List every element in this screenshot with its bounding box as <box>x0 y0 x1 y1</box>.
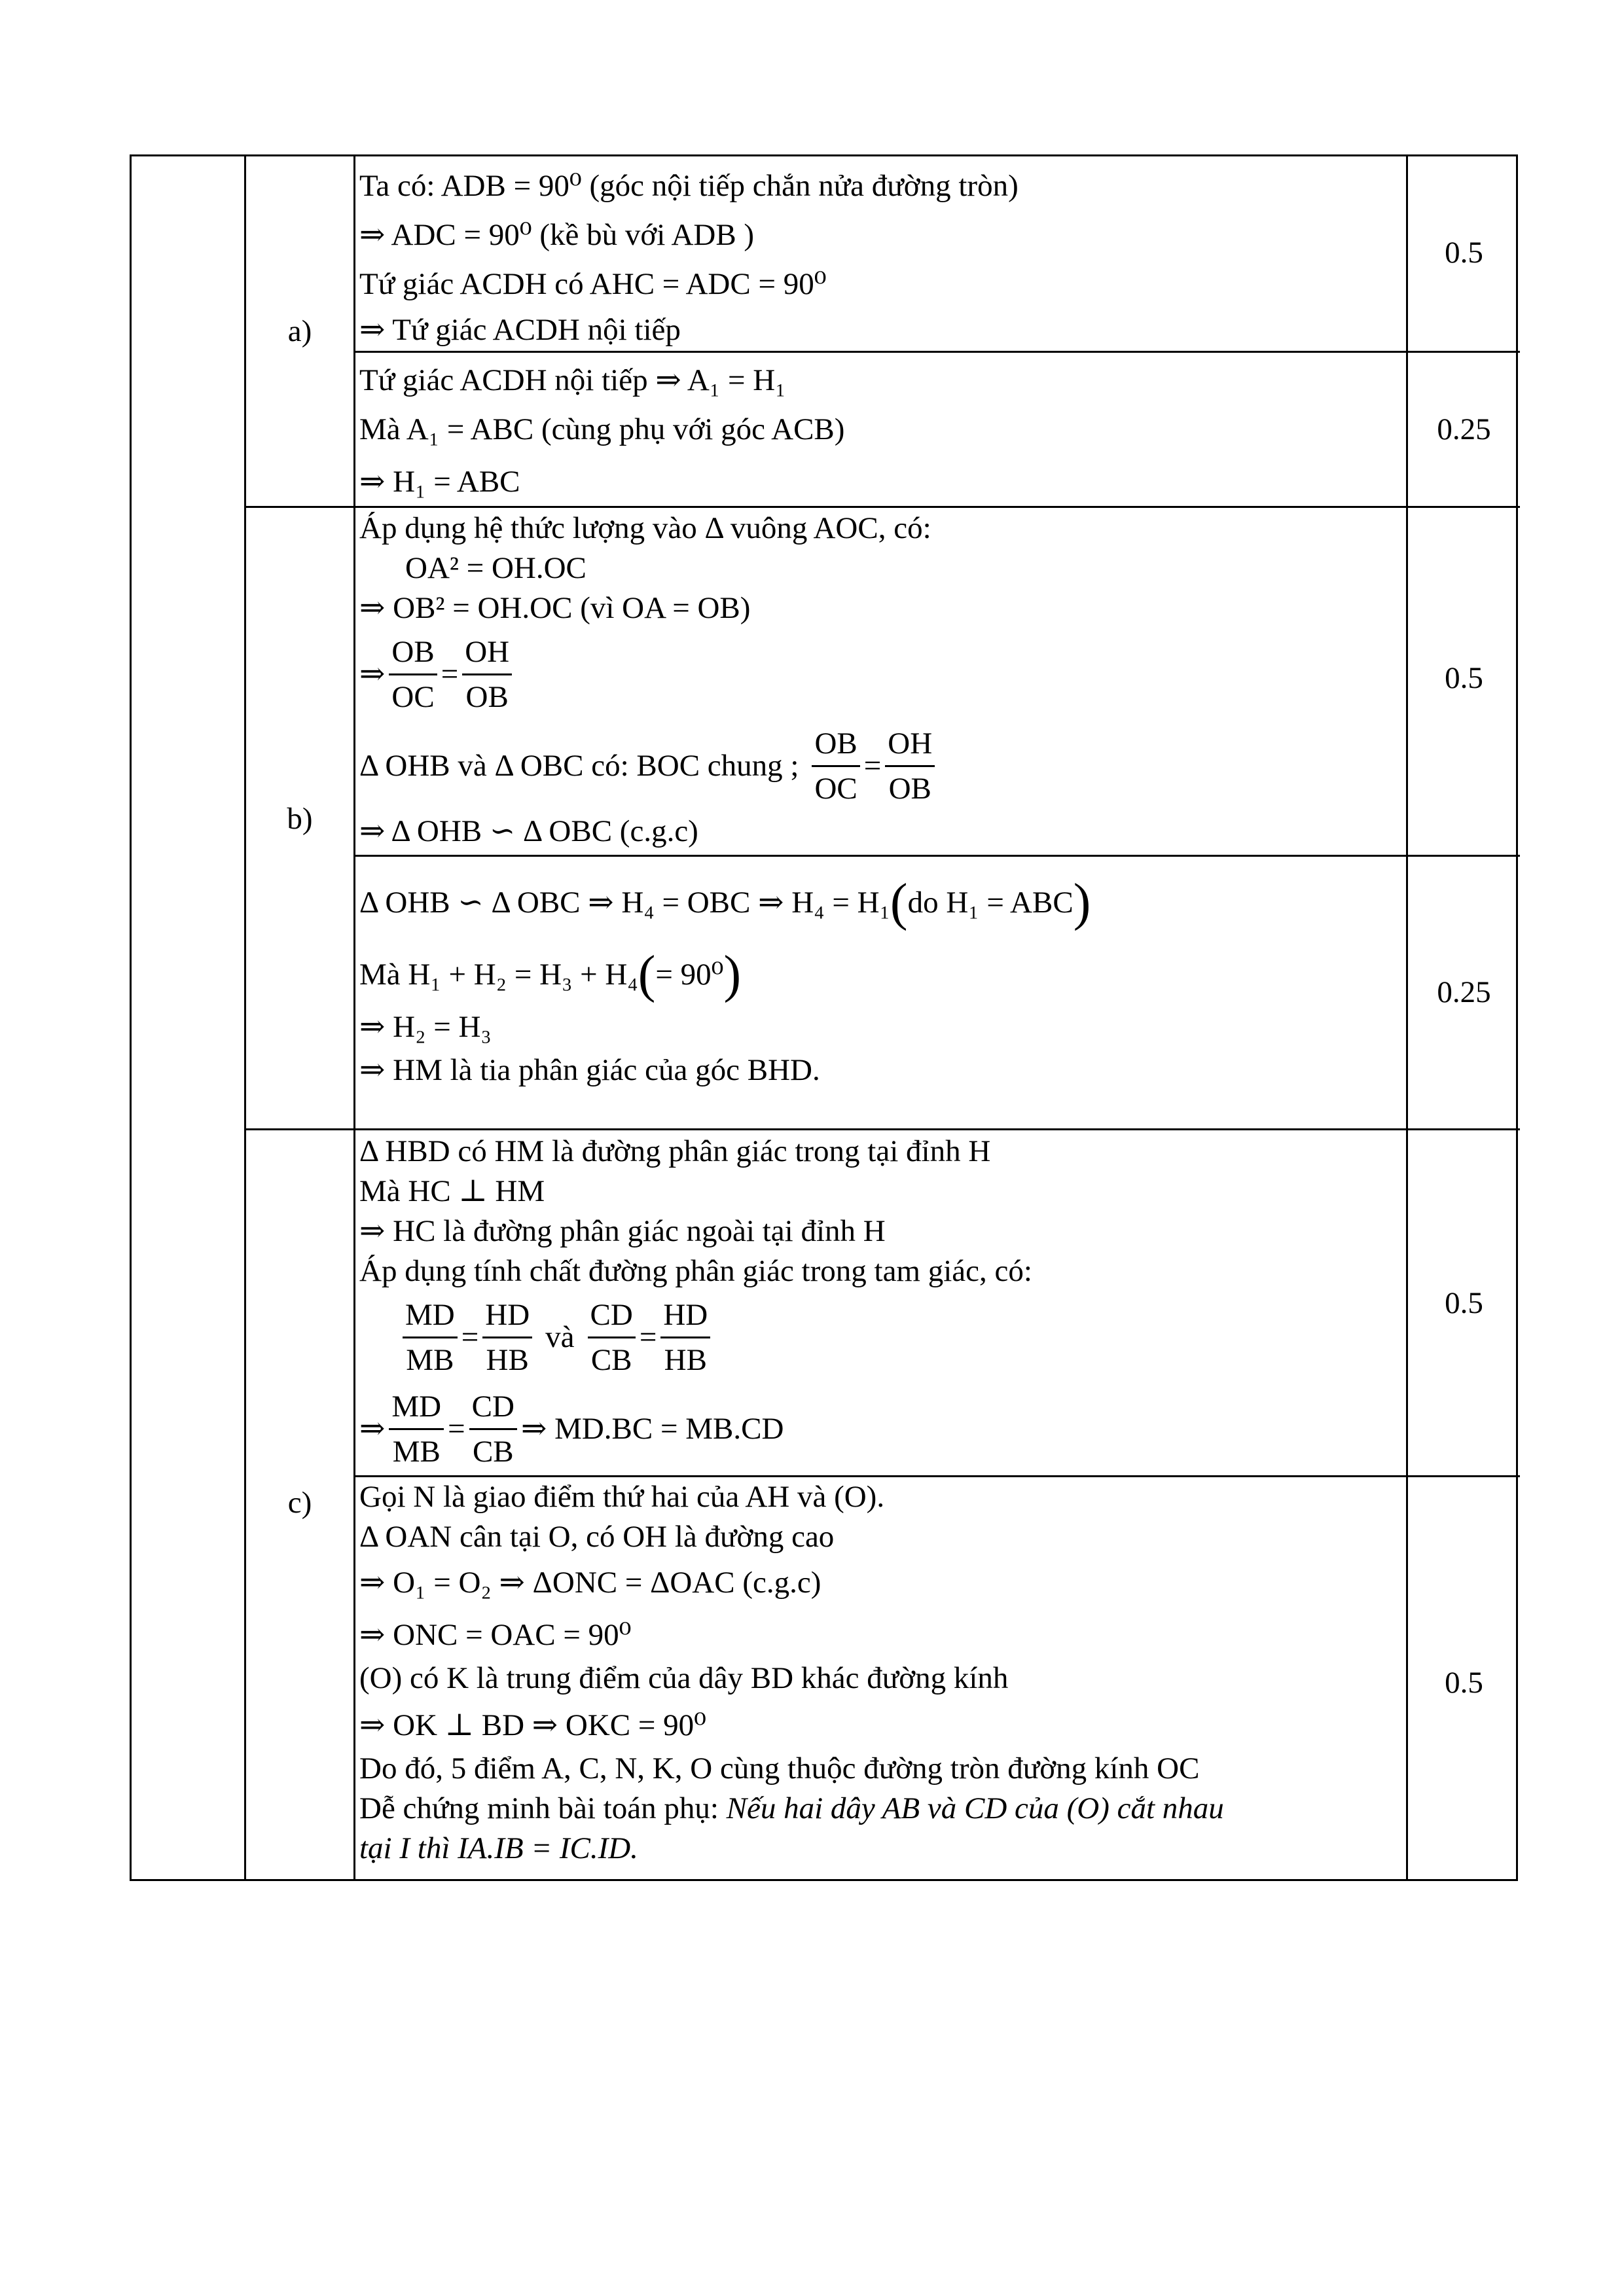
fraction <box>469 1385 517 1473</box>
score-b2: 0.25 <box>1437 975 1491 1009</box>
fraction-line <box>359 720 1400 812</box>
row-divider <box>353 855 1520 857</box>
solution-line <box>359 863 1400 942</box>
denominator: OC <box>391 679 435 714</box>
row-divider <box>244 1128 1520 1130</box>
solution-line: ⇒ H₁ = ABC <box>359 465 520 499</box>
solution-text: Δ OHB ∽ Δ OBC ⇒ H₄ = OBC ⇒ H₄ = H₁ <box>359 885 890 920</box>
numerator: HD <box>482 1293 532 1338</box>
solution-b1 <box>359 509 1400 852</box>
solution-line: Δ OAN cân tại O, có OH là đường cao <box>359 1520 835 1554</box>
solution-line: ⇒ O₁ = O₂ ⇒ ΔONC = ΔOAC (c.g.c) <box>359 1566 821 1600</box>
numerator: CD <box>469 1385 517 1430</box>
denominator: CB <box>590 1342 632 1377</box>
solution-line: ⇒ ONC = OAC = 90⁰ <box>359 1618 632 1652</box>
score-b1: 0.5 <box>1445 661 1483 695</box>
solution-c1 <box>359 1132 1400 1475</box>
solution-line: ⇒ HC là đường phân giác ngoài tại đỉnh H <box>359 1214 886 1248</box>
solution-text: Mà H₁ + H₂ = H₃ + H₄ <box>359 957 638 992</box>
solution-line: Tứ giác ACDH nội tiếp ⇒ A₁ = H₁ <box>359 363 786 397</box>
solution-text: Dễ chứng minh bài toán phụ: <box>359 1791 727 1825</box>
numerator: HD <box>660 1293 710 1338</box>
solution-line: ⇒ Δ OHB ∽ Δ OBC (c.g.c) <box>359 814 698 848</box>
solution-text: ⇒ MD.BC = MB.CD <box>520 1411 784 1446</box>
conjunction: và <box>545 1319 575 1354</box>
answer-table <box>130 154 1518 1881</box>
fraction <box>812 722 859 810</box>
col-divider <box>353 156 355 1879</box>
numerator: OB <box>389 630 437 675</box>
implies-symbol: ⇒ <box>359 656 386 691</box>
solution-line: Ta có: ADB = 90⁰ (góc nội tiếp chắn nửa đường tròn) <box>359 169 1019 203</box>
paren-left: ( <box>890 873 908 931</box>
solution-line: Tứ giác ACDH có AHC = ADC = 90⁰ <box>359 267 827 301</box>
implies-symbol: ⇒ <box>359 1411 386 1446</box>
numerator: OH <box>885 722 935 767</box>
score-a1: 0.5 <box>1445 236 1483 270</box>
solution-line <box>359 942 1400 1007</box>
equals-sign: = <box>863 748 882 783</box>
solution-line: ⇒ ADC = 90⁰ (kề bù với ADB ) <box>359 218 755 252</box>
score-c2: 0.5 <box>1445 1666 1483 1700</box>
fraction <box>462 630 512 719</box>
fraction <box>403 1293 458 1382</box>
solution-text: do H₁ = ABC <box>907 885 1074 920</box>
fraction-line <box>359 1383 1400 1475</box>
numerator: MD <box>403 1293 458 1338</box>
solution-line: Δ HBD có HM là đường phân giác trong tại đỉnh H <box>359 1134 991 1168</box>
solution-text: = 90⁰ <box>655 957 724 992</box>
solution-line: ⇒ Tứ giác ACDH nội tiếp <box>359 313 681 347</box>
solution-line: Mà A₁ = ABC (cùng phụ với góc ACB) <box>359 412 845 446</box>
solution-line: Do đó, 5 điểm A, C, N, K, O cùng thuộc đường tròn đường kính OC <box>359 1751 1200 1785</box>
solution-a1 <box>359 166 1400 350</box>
paren-right: ) <box>1073 873 1091 931</box>
equals-sign: = <box>461 1319 479 1354</box>
solution-c2 <box>359 1477 1400 1869</box>
fraction <box>885 722 935 810</box>
solution-line: Áp dụng tính chất đường phân giác trong tam giác, có: <box>359 1254 1032 1288</box>
equals-sign: = <box>448 1411 465 1446</box>
fraction-line <box>359 1291 1400 1383</box>
solution-line: OA² = OH.OC <box>405 551 586 585</box>
denominator: MB <box>406 1342 454 1377</box>
denominator: HB <box>664 1342 707 1377</box>
numerator: OB <box>812 722 859 767</box>
solution-line: ⇒ H₂ = H₃ <box>359 1010 492 1044</box>
denominator: OB <box>888 771 931 806</box>
row-divider <box>353 351 1520 353</box>
fraction <box>660 1293 710 1382</box>
italic-lemma: Nếu hai dây AB và CD của (O) cắt nhau <box>726 1791 1224 1825</box>
solution-line: Gọi N là giao điểm thứ hai của AH và (O). <box>359 1480 885 1514</box>
row-divider <box>244 506 1520 508</box>
col-divider <box>244 156 246 1879</box>
equals-sign: = <box>639 1319 657 1354</box>
solution-b2 <box>359 863 1400 1090</box>
solution-line <box>359 1789 1400 1829</box>
numerator: OH <box>462 630 512 675</box>
fraction <box>482 1293 532 1382</box>
solution-line: ⇒ OB² = OH.OC (vì OA = OB) <box>359 591 751 625</box>
paren-left: ( <box>638 945 656 1003</box>
numerator: CD <box>588 1293 636 1338</box>
score-a2: 0.25 <box>1437 412 1491 446</box>
solution-line: Áp dụng hệ thức lượng vào Δ vuông AOC, có: <box>359 511 931 545</box>
solution-text: Δ OHB và Δ OBC có: BOC chung ; <box>359 748 799 783</box>
fraction <box>588 1293 636 1382</box>
part-label-a: a) <box>287 314 312 348</box>
part-label-c: c) <box>287 1486 312 1520</box>
italic-lemma: tại I thì IA.IB = IC.ID. <box>359 1831 638 1865</box>
solution-line: (O) có K là trung điểm của dây BD khác đường kính <box>359 1661 1009 1695</box>
solution-line: ⇒ OK ⊥ BD ⇒ OKC = 90⁰ <box>359 1708 706 1742</box>
solution-line: ⇒ HM là tia phân giác của góc BHD. <box>359 1053 820 1087</box>
denominator: CB <box>472 1434 514 1469</box>
denominator: MB <box>392 1434 441 1469</box>
solution-a2 <box>359 361 1400 502</box>
solution-line <box>359 1829 1400 1869</box>
equals-sign: = <box>441 656 459 691</box>
score-c1: 0.5 <box>1445 1286 1483 1320</box>
fraction-line <box>359 628 1400 720</box>
denominator: OC <box>814 771 857 806</box>
numerator: MD <box>389 1385 444 1430</box>
part-label-b: b) <box>287 802 313 836</box>
fraction <box>389 1385 444 1473</box>
solution-line: Mà HC ⊥ HM <box>359 1174 545 1208</box>
denominator: HB <box>486 1342 529 1377</box>
denominator: OB <box>465 679 509 714</box>
fraction <box>389 630 437 719</box>
paren-right: ) <box>723 945 742 1003</box>
